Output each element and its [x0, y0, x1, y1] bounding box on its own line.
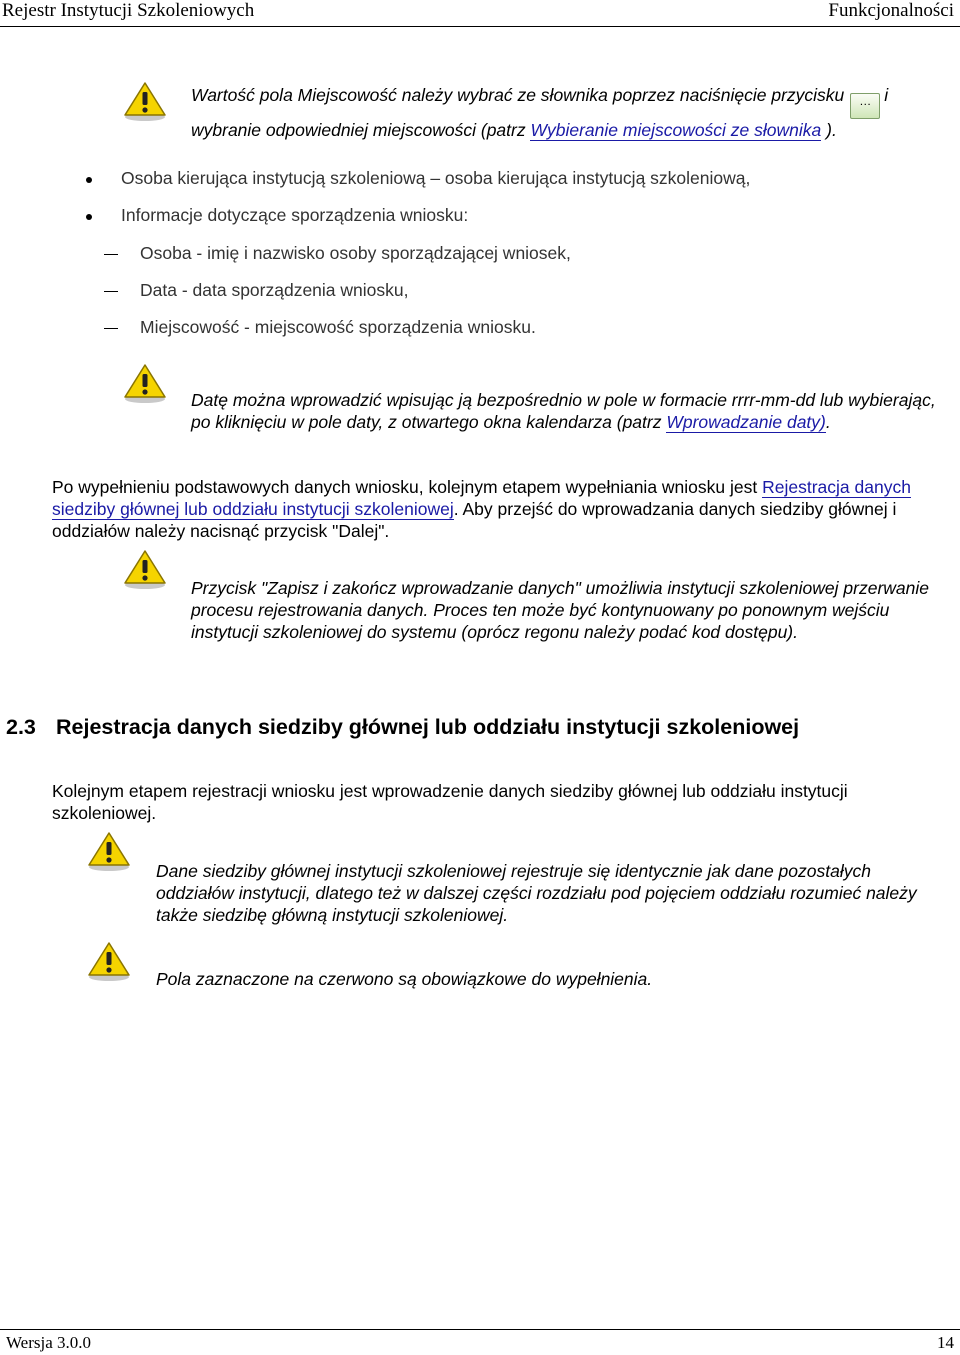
page-footer — [0, 1329, 960, 1355]
header-title: Rejestr Instytucji Szkoleniowych — [2, 0, 255, 21]
section-heading — [6, 715, 799, 740]
note-text: i — [884, 85, 889, 105]
dictionary-button[interactable]: … — [850, 93, 880, 119]
warning-icon — [122, 80, 168, 122]
note-dictionary — [191, 84, 956, 141]
list-item-text: Informacje dotyczące sporządzenia wniosku: — [121, 205, 469, 225]
dash — [104, 328, 118, 329]
bullet — [86, 214, 92, 220]
sub-list-item-text: Miejscowość - miejscowość sporządzenia wniosku. — [140, 317, 536, 337]
link-dictionary[interactable]: Wybieranie miejscowości ze słownika — [530, 120, 822, 140]
note-text: wybranie odpowiedniej miejscowości (patrz — [191, 120, 526, 140]
note-text: Datę można wprowadzić wpisując ją bezpośrednio w pole w formacie rrrr-mm-dd lub wybierając, po kliknięciu w pole daty, z otwartego okna kalendarza (patrz — [191, 390, 936, 432]
warning-icon — [86, 940, 132, 982]
note-save: Przycisk "Zapisz i zakończ wprowadzanie danych" umożliwia instytucji szkoleniowej przerwanie procesu rejestrowania danych. Proces ten może być kontynuowany po ponownym wejściu instytucji szkoleniowej do systemu (oprócz regonu należy podać kod dostępu). — [191, 578, 929, 642]
section-title: Rejestracja danych siedziby głównej lub oddziału instytucji szkoleniowej — [56, 715, 800, 739]
paragraph: Kolejnym etapem rejestracji wniosku jest wprowadzenie danych siedziby głównej lub oddziału instytucji szkoleniowej. — [52, 781, 848, 823]
note-required-fields: Pola zaznaczone na czerwono są obowiązkowe do wypełnienia. — [156, 969, 653, 989]
dash — [104, 291, 118, 292]
page-number: 14 — [937, 1333, 954, 1352]
page-header — [0, 0, 960, 27]
header-section: Funkcjonalności — [828, 0, 954, 21]
warning-icon — [122, 548, 168, 590]
note-text: ). — [826, 120, 837, 140]
link-registration[interactable]: Rejestracja danych siedziby głównej lub oddziału instytucji szkoleniowej — [52, 477, 911, 519]
section-number: 2.3 — [6, 715, 36, 739]
sub-list-item-text: Osoba - imię i nazwisko osoby sporządzającej wniosek, — [140, 243, 571, 263]
link-date-entry[interactable]: Wprowadzanie daty) — [666, 412, 826, 432]
footer-version: Wersja 3.0.0 — [6, 1333, 92, 1352]
bullet — [86, 177, 92, 183]
note-text: . — [825, 412, 831, 432]
note-text: Wartość pola Miejscowość należy wybrać ze słownika poprzez naciśnięcie przycisku — [191, 85, 845, 105]
warning-icon — [122, 362, 168, 404]
paragraph-text: . Aby przejść do wprowadzania danych siedziby głównej i oddziałów należy nacisnąć przycisk "Dalej". — [52, 499, 897, 541]
sub-list-item-text: Data - data sporządzenia wniosku, — [140, 280, 409, 300]
paragraph-text: Po wypełnieniu podstawowych danych wniosku, kolejnym etapem wypełniania wniosku jest — [52, 477, 758, 497]
note-headquarters: Dane siedziby głównej instytucji szkoleniowej rejestruje się identycznie jak dane pozostałych oddziałów instytucji, dlatego też w dalszej części rozdziału pod pojęciem oddziału rozumieć należy także siedzibę główną instytucji szkoleniowej. — [156, 861, 917, 925]
list-item-text: Osoba kierująca instytucją szkoleniową – osoba kierująca instytucją szkoleniową, — [121, 168, 751, 188]
note-date — [191, 389, 943, 433]
dash — [104, 254, 118, 255]
warning-icon — [86, 830, 132, 872]
paragraph — [52, 476, 932, 542]
